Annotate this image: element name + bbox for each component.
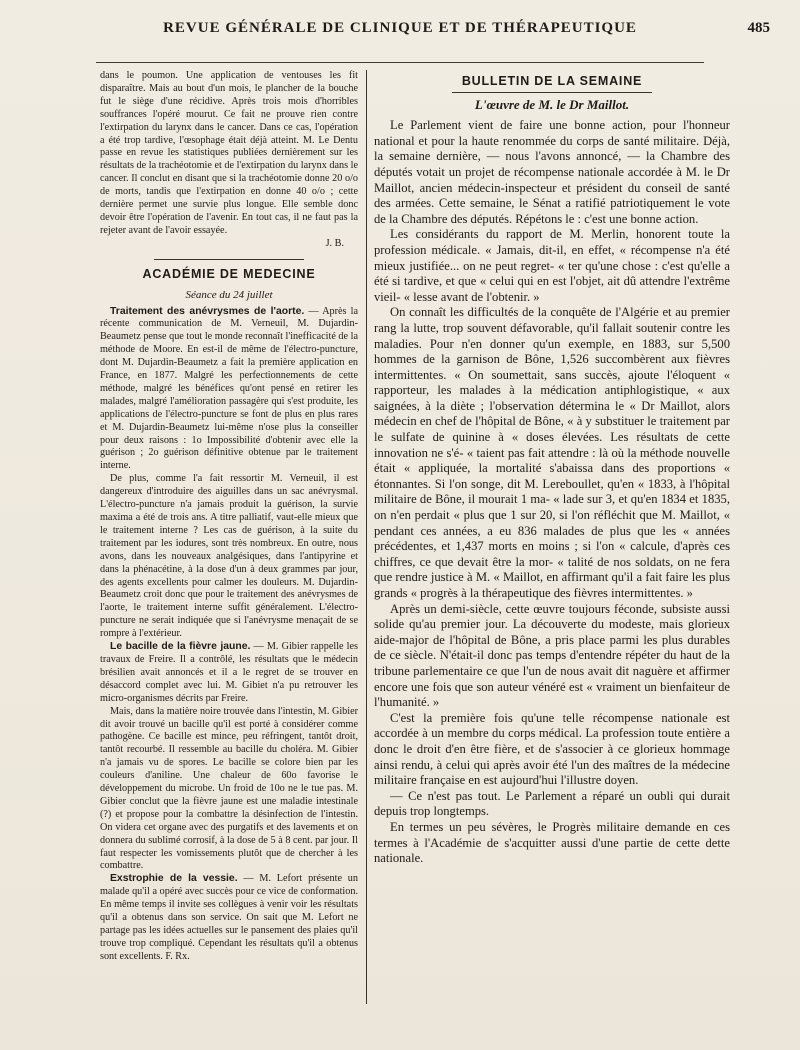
article-paragraph: On connaît les difficultés de la conquête de l'Algérie et au premier rang la lutte, trop souvent défavorable, qu'il fallait soutenir contre les maladies. Pour n'en donner qu'un exemple, en 1883, sur 5,500 hommes de la garnison de Bône, 1,526 succombèrent aux fièvres intermittentes. « On soumettait, sans succès, ajoute l'éloquent « rapporteur, les malades à la médication antiphlogistique, « aux saignées, à la diète ; l'observation détermina le « Dr Maillot, alors médecin en chef de l'hôpital de Bône, « à y substituer le traitement par le sulfate de quinine à « doses élevées. Les résultats de cette innovation ne s'é- « taient pas fait attendre : là où la méthode nouvelle était « appliquée, la mortalité s'abaissa dans des proportions « étonnantes. Si l'on songe, dit M. Lereboullet, qu'en « 1833, à l'hôpital militaire de Bône, il mourait 1 ma- « lade sur 3, et qu'en 1834 et 1835, on n'en perdait « plus que 1 sur 20, si l'on réfléchit que M. Maillot, « pendant ces années, a eu 836 malades de plus que les « années précédentes, et 1,437 morts en moins ; si l'on « calcule, d'après ces chiffres, ce que devait être la mor- « talité de nos soldats, on ne fera que rendre justice à M. « Maillot, en affirmant qu'il a fait faire les plus grands « progrès à la thérapeutique des fièvres intermittentes. »: [374, 305, 730, 600]
carry-over-signature: J. B.: [325, 237, 344, 249]
item-text: — M. Lefort présente un malade qu'il a opéré avec succès pour ce vice de conformation. En même temps il invite ses collègues à venir voir les résultats qu'il a obtenus dans son service. On sait que M. Lefort ne partage pas les idées actuelles sur le pansement des plaies qu'il trouve trop compliqué. Cependant les résultats qu'il a obtenus sont excellents.: [100, 873, 358, 962]
bulletin-section-title: BULLETIN DE LA SEMAINE: [461, 74, 643, 88]
academie-item-fievre-jaune: [100, 641, 358, 873]
article-paragraph: Le Parlement vient de faire une bonne action, pour l'honneur national et pour la haute renommée du corps de santé militaire. Déjà, la semaine dernière, — nous l'avons annoncé, — la Chambre des députés votait un projet de récompense nationale accordée à M. le Dr Maillot, ancien médecin-inspecteur et président du conseil de santé des armées. Cette semaine, le Sénat a ratifié patriotiquement le vote de la Chambre des députés. Répétons le : c'est une bonne action.: [374, 118, 730, 226]
carry-over-paragraph: dans le poumon. Une application de ventouses les fit disparaître. Mais au bout d'un mois, le plancher de la bouche fut le siège d'une récidive. Après trois mois d'horribles souffrances l'opéré mourut. Ce fait ne prouve rien contre l'extirpation du larynx dans le cancer. Dans ce cas, l'opération a été trop tardive, l'œsophage était déjà atteint. M. Le Dentu passe en revue les statistiques publiées dernièrement sur les résultats de la trachéotomie et de l'extirpation du larynx dans le cancer. Il conclut en disant que si la trachéotomie donne 20 o/o de morts, tandis que l'extirpation en donne 40 o/o ; cette dernière permet une survie plus longue. Elle semble donc devoir être l'opération de l'avenir. En tout cas, il ne faut pas la rejeter avant de l'avoir essayée.: [100, 70, 358, 236]
bulletin-rule: [452, 92, 652, 93]
article-title: L'œuvre de M. le Dr Maillot.: [474, 96, 630, 112]
article-paragraph: — Ce n'est pas tout. Le Parlement a réparé un oubli qui durait depuis trop longtemps.: [374, 788, 730, 819]
academie-item-aorte: [100, 306, 358, 642]
left-column: [100, 70, 358, 964]
item-paragraph: [100, 306, 358, 474]
item-rubric: Traitement des anévrysmes de l'aorte.: [110, 305, 305, 317]
item-paragraph: [100, 641, 358, 706]
seance-date: Séance du 24 juillet: [185, 288, 273, 301]
running-head: REVUE GÉNÉRALE DE CLINIQUE ET DE THÉRAPEUTIQUE: [163, 20, 637, 36]
item-paragraph: [100, 873, 358, 963]
section-rule: [154, 259, 304, 260]
right-column: [374, 70, 730, 867]
article-paragraph: C'est la première fois qu'une telle récompense nationale est accordée à un membre du corps médical. La profession toute entière a donc le droit d'en être fière, et de s'associer à ce glorieux hommage ainsi rendu, à celui qui après avoir été l'un des maîtres de la médecine militaire française en est aujourd'hui l'illustre doyen.: [374, 710, 730, 788]
academie-item-exstrophie: [100, 873, 358, 963]
item-paragraph: De plus, comme l'a fait ressortir M. Verneuil, il est dangereux d'introduire des aiguilles dans un sac anévrysmal. L'électro-puncture n'a jamais produit la guérison, la survie maxima a été de trois ans. A titre palliatif, vaut-elle mieux que le traitement interne ? Les cas de guérison, à la suite du traitement par les iodures, sont très nombreux. En outre, nous avons, dans les nouveaux analgésiques, dans l'antipyrine et dans la phénacétine, à la dose d'un à deux grammes par jour, des agents excellents pour calmer les douleurs. M. Dujardin-Beaumetz croit donc que pour le traitement des anévrysmes de l'aorte, le traitement interne suffit généralement. L'électro-puncture ne serait indiquée que si l'anévrysme menaçait de se rompre à l'extérieur.: [100, 473, 358, 640]
header-rule: [96, 62, 704, 63]
item-text: — M. Gibier rappelle les travaux de Freire. Il a contrôlé, les résultats que le médecin brésilien avait annoncés et il a le regret de se trouver en désaccord complet avec lui. M. Gibiet n'a pu retrouver les micro-organismes décrits par Freire.: [100, 641, 359, 704]
item-text: — Après la récente communication de M. Verneuil, M. Dujardin-Beaumetz pense que tout le monde reconnaît l'inefficacité de la méthode de Moore. En est-il de même de l'électro-puncture, dont M. Dujardin-Beaumetz a fait la première application en France, en 1877. Malgré les perfectionnements de cette méthode, malgré les bénéfices qu'ont pensé en retirer les malades, malgré l'amélioration passagère qui s'est produite, les applications de l'électro-puncture se font de plus en plus rares et M. Dujardin-Beaumetz lui-même n'ose plus la conseiller pour deux raisons : 1o Impossibilité d'obtenir avec elle la guérison ; 2o guérison définitive obtenue par le traitement interne.: [100, 305, 359, 472]
page-number: 485: [747, 20, 770, 36]
article-paragraph: Les considérants du rapport de M. Merlin, honorent toute la profession médicale. « Jamais, dit-il, en effet, « récompense n'a été mieux justifiée... on ne peut regret- « ter qu'une chose : c'est qu'elle a été si tardive, et que « celui qui en est l'objet, ait dû attendre l'extrême vieil- « lesse avant de l'obtenir. »: [374, 227, 730, 304]
item-rubric: Le bacille de la fièvre jaune.: [110, 641, 251, 653]
academie-section-title: ACADÉMIE DE MEDECINE: [142, 266, 316, 281]
item-rubric: Exstrophie de la vessie.: [110, 873, 238, 885]
item-signature: F. Rx.: [165, 950, 190, 962]
item-paragraph: Mais, dans la matière noire trouvée dans l'intestin, M. Gibier dit avoir trouvé un bacille qu'il est porté à considérer comme pathogène. Ce bacille est mince, peu réfringent, tantôt droit, tantôt recourbé. Il ressemble au bacille du choléra. M. Gibier n'a jamais vu de spores. Le bacille se colore bien par les couleurs d'aniline. Une chaleur de 60o favorise le développement du microbe. Un froid de 10o ne le tue pas. M. Gibier conclut que la fièvre jaune est une maladie intestinale (?) et propose pour la combattre la désinfection de l'intestin. On videra cet organe avec des purgatifs et des lavements et on donnera du sublimé corrosif, à la dose de 5 à 8 cent. par jour. Il faut respecter les vomissements plutôt que de chercher à les combattre.: [100, 705, 358, 872]
article-paragraph: En termes un peu sévères, le Progrès militaire demande en ces termes à l'Académie de s'acquitter aussi d'une partie de cette dette nationale.: [374, 819, 730, 866]
page-header: [60, 20, 770, 46]
column-divider: [366, 70, 367, 1004]
article-paragraph: Après un demi-siècle, cette œuvre toujours féconde, subsiste aussi solide qu'au premier jour. La découverte du modeste, mais glorieux aide-major de l'hôpital de Bône, a pris place parmi les plus durables de ce siècle. N'était-il donc pas temps d'entendre répéter du haut de la tribune parlementaire ce que l'un de nous avait dit naguère et affirmer encore une fois que son auteur vénéré est « vraiment un bienfaiteur de l'humanité. »: [374, 601, 730, 710]
